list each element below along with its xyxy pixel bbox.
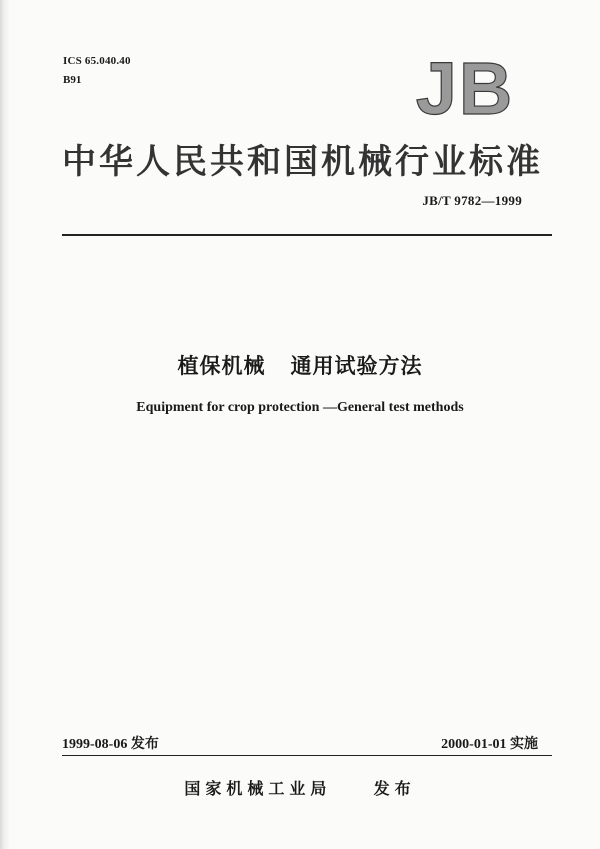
- implementation-date: 2000-01-01 实施: [441, 737, 538, 752]
- issuing-authority: 国家机械工业局 发布: [184, 779, 416, 798]
- title-english: Equipment for crop protection —General test methods: [136, 400, 464, 415]
- jb-logo-text: JB: [415, 48, 515, 128]
- ccs-code: B91: [63, 74, 82, 86]
- jb-logo: [405, 48, 525, 128]
- footer-rule: [62, 755, 552, 756]
- scan-edge-shadow: [0, 0, 10, 849]
- issue-date: 1999-08-06 发布: [62, 737, 159, 752]
- standard-number: JB/T 9782—1999: [422, 193, 522, 208]
- header-rule: [62, 234, 552, 236]
- org-title: 中华人民共和国机械行业标准: [62, 142, 543, 182]
- title-chinese: 植保机械 通用试验方法: [177, 354, 423, 378]
- ics-code: ICS 65.040.40: [63, 55, 131, 67]
